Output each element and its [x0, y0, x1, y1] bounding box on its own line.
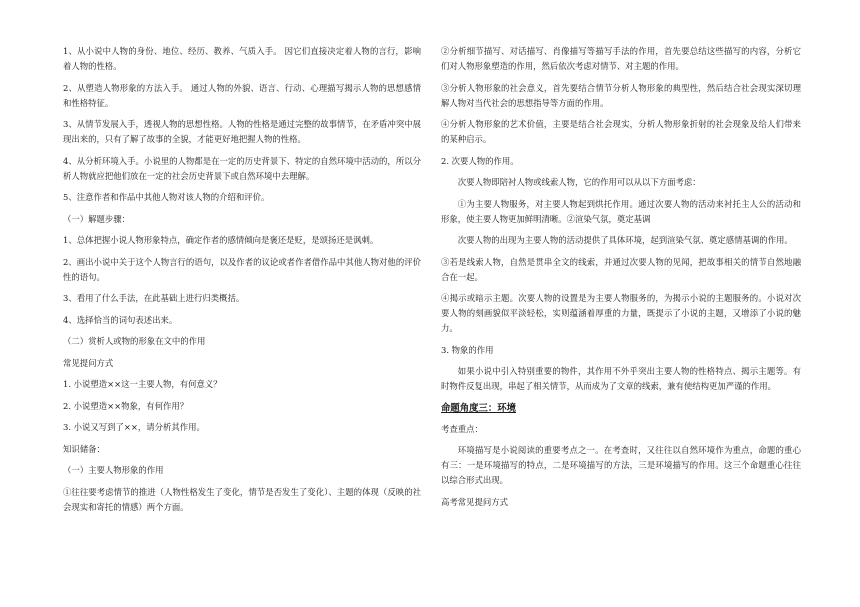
paragraph: 高考常见提问方式: [441, 496, 508, 507]
paragraph: （一）解题步骤：: [63, 213, 130, 224]
paragraph: （一）主要人物形象的作用: [63, 465, 164, 475]
paragraph: 3. 物象的作用: [441, 344, 494, 355]
left-column: [63, 44, 421, 521]
paragraph: 2、画出小说中关于这个人物言行的语句，以及作者的议论或者作者借作品中其他人物对他的评价性的语句。: [63, 256, 421, 282]
paragraph: 知识储备：: [63, 443, 105, 454]
paragraph: 1、从小说中人物的身份、地位、经历、教养、气质入手。 因它们直接决定着人物的言行，影响着人物的性格。: [63, 46, 421, 71]
paragraph: 5、注意作者和作品中其他人物对该人物的介绍和评价。: [63, 192, 270, 202]
paragraph: 常见提问方式: [63, 357, 114, 368]
section-heading: 命题角度三：环境: [441, 402, 517, 414]
paragraph: 2. 次要人物的作用。: [441, 155, 519, 166]
paragraph: 1、总体把握小说人物形象特点，确定作者的感情倾向是褒还是贬，是颂扬还是讽刺。: [63, 235, 379, 245]
paragraph: 考查重点：: [441, 423, 483, 434]
paragraph: （二）赏析人或物的形象在文中的作用: [63, 336, 206, 346]
paragraph: 4、从分析环境入手。小说里的人物都是在一定的历史背景下、特定的自然环境中活动的，所以分析人物就应把他们放在一定的社会历史背景下或自然环境中去理解。: [63, 155, 421, 181]
paragraph: 3. 小说又写到了××，请分析其作用。: [63, 422, 205, 432]
paragraph: ②分析细节描写、对话描写、肖像描写等描写手法的作用，首先要总结这些描写的内容，分析它们对人物形象塑造的作用，然后依次考虑对情节、对主题的作用。: [441, 46, 801, 71]
paragraph: 2. 小说塑造××物象，有何作用？: [63, 400, 189, 411]
paragraph: ④分析人物形象的艺术价值，主要是结合社会现实，分析人物形象折射的社会现象及给人们带来的某种启示。: [441, 119, 801, 144]
paragraph: 3、从情节发展入手，透视人物的思想性格。人物的性格是通过完整的故事情节，在矛盾冲突中展现出来的，只有了解了故事的全貌，才能更好地把握人物的性格。: [63, 119, 421, 144]
paragraph: 3、看用了什么手法，在此基础上进行归类概括。: [63, 293, 245, 303]
paragraph: ③分析人物形象的社会意义，首先要结合情节分析人物形象的典型性，然后结合社会现实深切理解人物对当代社会的思想指导等方面的作用。: [441, 82, 801, 108]
paragraph: 次要人物即陪衬人物或线索人物，它的作用可以从以下方面考虑：: [457, 177, 701, 187]
paragraph: 环境描写是小说阅读的重要考点之一。在考查时，又往往以自然环境作为重点，命题的重心有三：一是环境描写的特点，二是环境描写的方法，三是环境描写的作用。这三个命题重心往往以综合形式出现。: [441, 445, 801, 485]
paragraph: 1. 小说塑造××这一主要人物，有何意义？: [63, 379, 222, 389]
paragraph: 2、从塑造人物形象的方法入手。 通过人物的外貌、语言、行动、心理描写揭示人物的思想感情和性格特征。: [63, 82, 421, 108]
paragraph: ①往往要考虑情节的推进（人物性格发生了变化，情节是否发生了变化）、主题的体现（反映的社会现实和寄托的情感）两个方面。: [63, 486, 421, 512]
paragraph: ④揭示或暗示主题。次要人物的设置是为主要人物服务的，为揭示小说的主题服务的。小说对次要人物的刻画貌似平淡轻松，实则蕴涵着厚重的力量，既提示了小说的主题，又增添了小说的魅力。: [441, 293, 801, 333]
paragraph: ①为主要人物服务，对主要人物起到烘托作用。通过次要人物的活动来衬托主人公的活动和形象，使主要人物更加鲜明清晰。②渲染气氛，奠定基调: [441, 198, 801, 224]
right-column: [441, 44, 801, 516]
paragraph: 如果小说中引入特别重要的物件，其作用不外乎突出主要人物的性格特点、揭示主题等。有时物件反复出现，串起了相关情节，从而成为了文章的线索，兼有使结构更加严谨的作用。: [441, 366, 801, 391]
paragraph: 4、选择恰当的词句表述出来。: [63, 314, 178, 325]
paragraph: ③若是线索人物，自然是贯串全文的线索，并通过次要人物的见闻，把故事相关的情节自然地融合在一起。: [441, 256, 801, 282]
paragraph: 次要人物的出现为主要人物的活动提供了具体环境，起到渲染气氛、奠定感情基调的作用。: [457, 235, 793, 245]
